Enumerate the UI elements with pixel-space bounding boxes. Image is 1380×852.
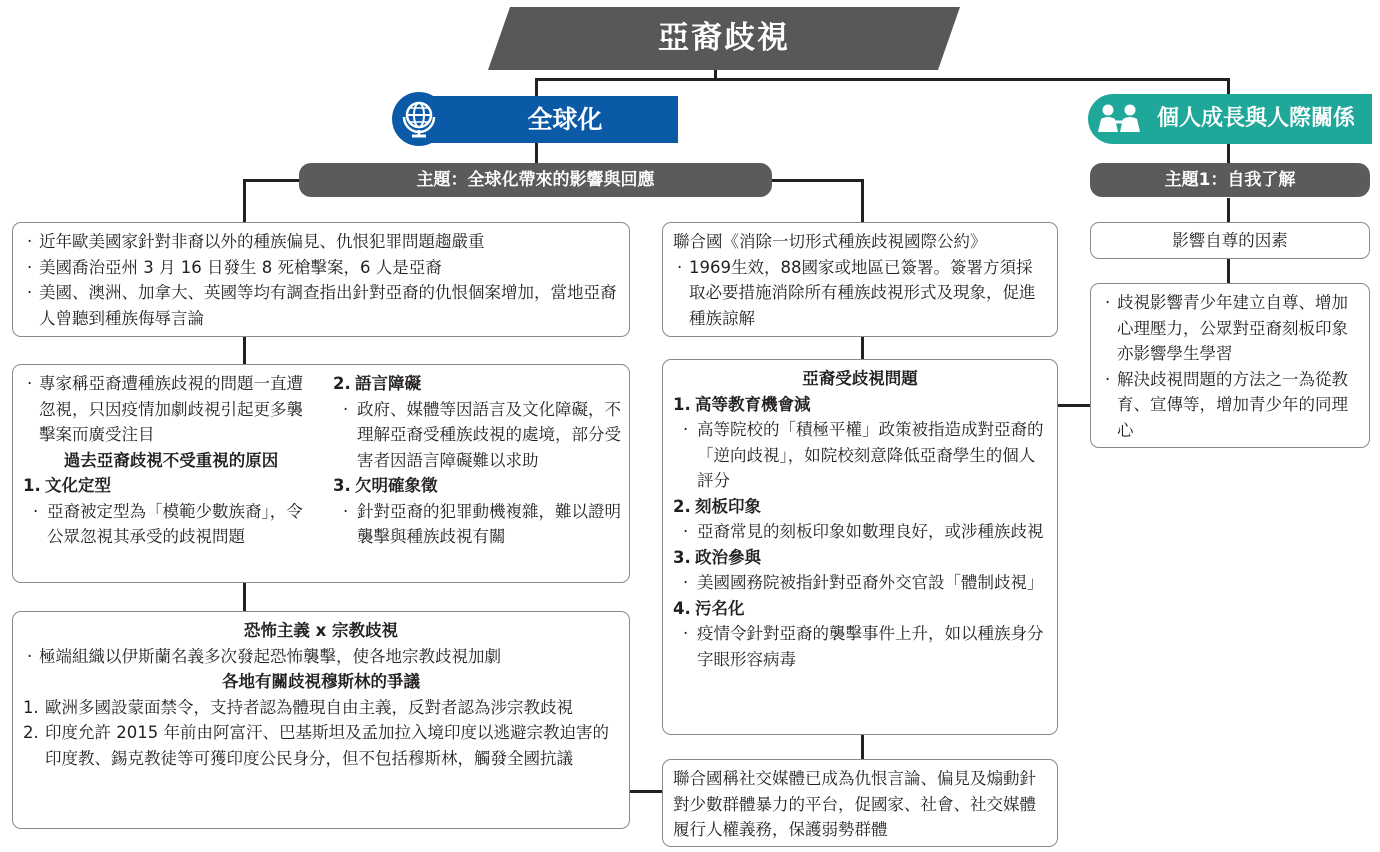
personal-label: 個人成長與人際關係: [1156, 106, 1355, 131]
global-header: [392, 92, 678, 144]
issue-number: 1.: [673, 394, 691, 414]
personal-header: [1088, 94, 1372, 144]
box-asian-issues: [662, 359, 1058, 735]
reason-title: [23, 473, 319, 499]
issue-detail: · 美國國務院被指針對亞裔外交官設「體制歧視」: [673, 570, 1047, 596]
connector-line: [861, 179, 864, 223]
un-heading: 聯合國《消除一切形式種族歧視國際公約》: [673, 232, 987, 251]
issue-title: [673, 494, 1047, 520]
page-title: 亞裔歧視: [658, 20, 790, 56]
reasons-right-column: [333, 371, 621, 550]
box-social-media: [662, 759, 1058, 847]
item-text: 歐洲多國設蒙面禁令，支持者認為體現自由主義，反對者認為涉宗教歧視: [45, 697, 573, 717]
reason-title-text: 語言障礙: [355, 374, 421, 393]
issue-title-text: 高等教育機會減: [695, 394, 811, 414]
reasons-left-column: [23, 371, 319, 550]
box-trends: [12, 222, 630, 337]
list-item: · 美國、澳洲、加拿大、英國等均有調查指出針對亞裔的仇恨個案增加，當地亞裔人曾聽到種族侮辱言論: [23, 280, 619, 331]
item-number: 2.: [23, 723, 39, 742]
connector-line: [1227, 198, 1230, 222]
connector-line: [243, 336, 246, 365]
globe-icon: [392, 92, 446, 146]
connector-line: [1227, 143, 1230, 163]
terrorism-bullet: · 極端組織以伊斯蘭名義多次發起恐怖襲擊，使各地宗教歧視加劇: [23, 644, 619, 670]
social-media-text: 聯合國稱社交媒體已成為仇恨言論、偏見及煽動針對少數群體暴力的平台，促國家、社會、社交媒體履行人權義務，保護弱勢群體: [673, 769, 1036, 839]
reason-title: [333, 473, 621, 499]
reason-title-text: 欠明確象徵: [355, 476, 438, 495]
muslim-heading: 各地有關歧視穆斯林的爭議: [222, 672, 420, 691]
reasons-intro: · 專家稱亞裔遭種族歧視的問題一直遭忽視，只因疫情加劇歧視引起更多襲擊案而廣受注目: [23, 371, 319, 448]
list-item: · 近年歐美國家針對非裔以外的種族偏見、仇恨犯罪問題趨嚴重: [23, 229, 619, 255]
reason-title-text: 文化定型: [45, 476, 111, 495]
box-personal-impact: [1090, 283, 1370, 448]
personal-theme-pill: 主題1：自我了解: [1090, 163, 1370, 197]
asian-issues-heading: 亞裔受歧視問題: [802, 369, 918, 388]
factor-label: 影響自尊的因素: [1172, 231, 1288, 250]
reason-number: 2.: [333, 374, 351, 393]
connector-line: [535, 143, 538, 163]
terrorism-heading: 恐怖主義 x 宗教歧視: [243, 621, 399, 640]
issue-title: [673, 392, 1047, 418]
reasons-heading: 過去亞裔歧視不受重視的原因: [63, 450, 279, 470]
issue-title-text: 刻板印象: [695, 496, 761, 516]
connector-line: [770, 179, 864, 182]
connector-line: [243, 179, 246, 223]
issue-detail: · 亞裔常見的刻板印象如數理良好，或涉種族歧視: [673, 519, 1047, 545]
reason-number: 1.: [23, 476, 41, 495]
issue-number: 3.: [673, 547, 691, 567]
issue-title-text: 政治參與: [695, 547, 761, 567]
connector-line: [861, 734, 864, 759]
connector-line: [243, 179, 301, 182]
box-self-esteem-factor: [1090, 222, 1370, 259]
reason-number: 3.: [333, 476, 351, 495]
global-label: 全球化: [527, 105, 603, 134]
list-item: [23, 695, 619, 721]
issue-detail: · 疫情令針對亞裔的襲擊事件上升，如以種族身分字眼形容病毒: [673, 621, 1047, 672]
list-item: · 解決歧視問題的方法之一為從教育、宣傳等，增加青少年的同理心: [1101, 367, 1359, 444]
global-theme-pill: 主題：全球化帶來的影響與回應: [299, 163, 772, 197]
issue-title: [673, 545, 1047, 571]
connector-line: [861, 336, 864, 360]
issue-title: [673, 596, 1047, 622]
connector-line: [630, 790, 664, 793]
list-item: · 歧視影響青少年建立自尊、增加心理壓力，公眾對亞裔刻板印象亦影響學生學習: [1101, 290, 1359, 367]
reason-detail: · 政府、媒體等因語言及文化障礙，不理解亞裔受種族歧視的處境，部分受害者因語言障礙難以求助: [333, 397, 621, 474]
connector-line: [1227, 258, 1230, 284]
reason-detail: · 亞裔被定型為「模範少數族裔」，令公眾忽視其承受的歧視問題: [23, 499, 319, 550]
connector-line: [243, 582, 246, 612]
reason-title: [333, 371, 621, 397]
item-number: 1.: [23, 697, 39, 717]
box-reasons: [12, 364, 630, 583]
connector-line: [535, 78, 1229, 81]
box-un-convention: [662, 222, 1058, 337]
list-item: · 美國喬治亞州 3 月 16 日發生 8 死槍擊案，6 人是亞裔: [23, 255, 619, 281]
list-item: [23, 720, 619, 771]
title-banner: [488, 7, 960, 70]
reason-detail: · 針對亞裔的犯罪動機複雜，難以證明襲擊與種族歧視有關: [333, 499, 621, 550]
people-icon: [1094, 102, 1146, 136]
issue-title-text: 污名化: [695, 598, 745, 618]
un-bullet: · 1969生效，88國家或地區已簽署。簽署方須採取必要措施消除所有種族歧視形式及現象，促進種族諒解: [673, 255, 1047, 332]
connector-line: [1057, 404, 1091, 407]
issue-detail: · 高等院校的「積極平權」政策被指造成對亞裔的「逆向歧視」，如院校刻意降低亞裔學生的個人評分: [673, 417, 1047, 494]
item-text: 印度允許 2015 年前由阿富汗、巴基斯坦及孟加拉入境印度以逃避宗教迫害的印度教、錫克教徒等可獲印度公民身分，但不包括穆斯林，觸發全國抗議: [45, 723, 609, 768]
issue-number: 2.: [673, 496, 691, 516]
issue-number: 4.: [673, 598, 691, 618]
box-terrorism: [12, 611, 630, 829]
